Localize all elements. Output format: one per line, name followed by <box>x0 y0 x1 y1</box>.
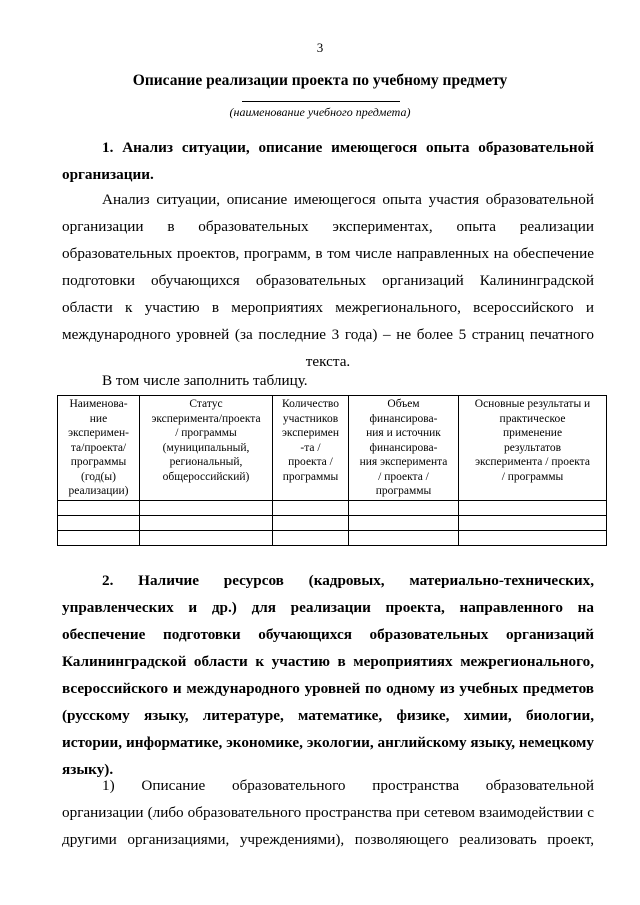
section-2-line: языку). <box>62 761 114 778</box>
body-line: организации в образовательных экспериментах, опыта реализации <box>62 218 594 235</box>
page-number: 3 <box>316 40 324 55</box>
subject-caption: (наименование учебного предмета) <box>229 105 411 119</box>
section-2-line: (русскому языку, литературе, математике, физике, химии, биологии, <box>62 707 594 724</box>
table-cell[interactable] <box>459 530 607 545</box>
table-header-cell: Объем финансирова- ния и источник финансирова- ния эксперимента / проекта / программы <box>349 396 459 501</box>
body-line: международного уровней (за последние 3 года) – не более 5 страниц печатного <box>62 326 594 343</box>
table-header-cell: Количество участников эксперимен -та / проекта / программы <box>273 396 349 501</box>
table-cell[interactable] <box>273 530 349 545</box>
section-2 <box>62 567 594 783</box>
table-header-row <box>58 396 607 501</box>
table-cell[interactable] <box>58 515 140 530</box>
section-1-heading-line: организации. <box>62 166 154 183</box>
table-cell[interactable] <box>349 515 459 530</box>
section-2-line: всероссийского и международного уровней по одному из учебных предметов <box>62 680 594 697</box>
subject-blank-line <box>242 101 400 102</box>
section-2-line: обеспечение подготовки обучающихся образовательных организаций <box>62 626 594 643</box>
table-cell[interactable] <box>140 530 273 545</box>
body-line: Анализ ситуации, описание имеющегося опыта участия образовательной <box>102 191 594 208</box>
page-title: Описание реализации проекта по учебному предмету <box>132 72 508 89</box>
body-line: текста. <box>305 353 351 370</box>
table-header-cell: Статус эксперимента/проекта / программы (муниципальный, региональный, общероссийский) <box>140 396 273 501</box>
section-2-line: Калининградской области к участию в мероприятиях межрегионального, <box>62 653 594 670</box>
table-cell[interactable] <box>273 515 349 530</box>
table-cell[interactable] <box>58 530 140 545</box>
table-header-cell: Наименова- ние эксперимен- та/проекта/ программы (год(ы) реализации) <box>58 396 140 501</box>
table-cell[interactable] <box>140 500 273 515</box>
body-line: подготовки обучающихся образовательных организаций Калининградской <box>62 272 594 289</box>
section-2-line: 2. Наличие ресурсов (кадровых, материально-технических, <box>102 572 594 589</box>
section-2-line: управленческих и др.) для реализации проекта, направленного на <box>62 599 594 616</box>
section-1-heading-line: 1. Анализ ситуации, описание имеющегося опыта образовательной <box>102 139 594 156</box>
subsection-1-line: организации (либо образовательного пространства при сетевом взаимодействии с <box>62 804 594 821</box>
table-row <box>58 500 607 515</box>
table-cell[interactable] <box>140 515 273 530</box>
table-header-cell: Основные результаты и практическое применение результатов эксперимента / проекта / программы <box>459 396 607 501</box>
table-cell[interactable] <box>459 515 607 530</box>
subsection-1-line: другими организациями, учреждениями), позволяющего реализовать проект, <box>62 831 594 848</box>
section-1-body <box>62 186 594 375</box>
table-cell[interactable] <box>459 500 607 515</box>
table-cell[interactable] <box>58 500 140 515</box>
table-intro: В том числе заполнить таблицу. <box>102 372 308 389</box>
table-cell[interactable] <box>349 530 459 545</box>
table-cell[interactable] <box>349 500 459 515</box>
subsection-1-line: 1) Описание образовательного пространства образовательной <box>102 777 594 794</box>
body-line: образовательных проектов, программ, в том числе направленных на обеспечение <box>62 245 594 262</box>
table-cell[interactable] <box>273 500 349 515</box>
subsection-1 <box>62 772 594 853</box>
body-line: области к участию в мероприятиях межрегионального, всероссийского и <box>62 299 594 316</box>
section-1-heading <box>62 134 594 188</box>
section-2-line: истории, информатике, экономике, экологии, английскому языку, немецкому <box>62 734 594 751</box>
table-row <box>58 515 607 530</box>
table-row <box>58 530 607 545</box>
experiments-table <box>57 395 607 546</box>
